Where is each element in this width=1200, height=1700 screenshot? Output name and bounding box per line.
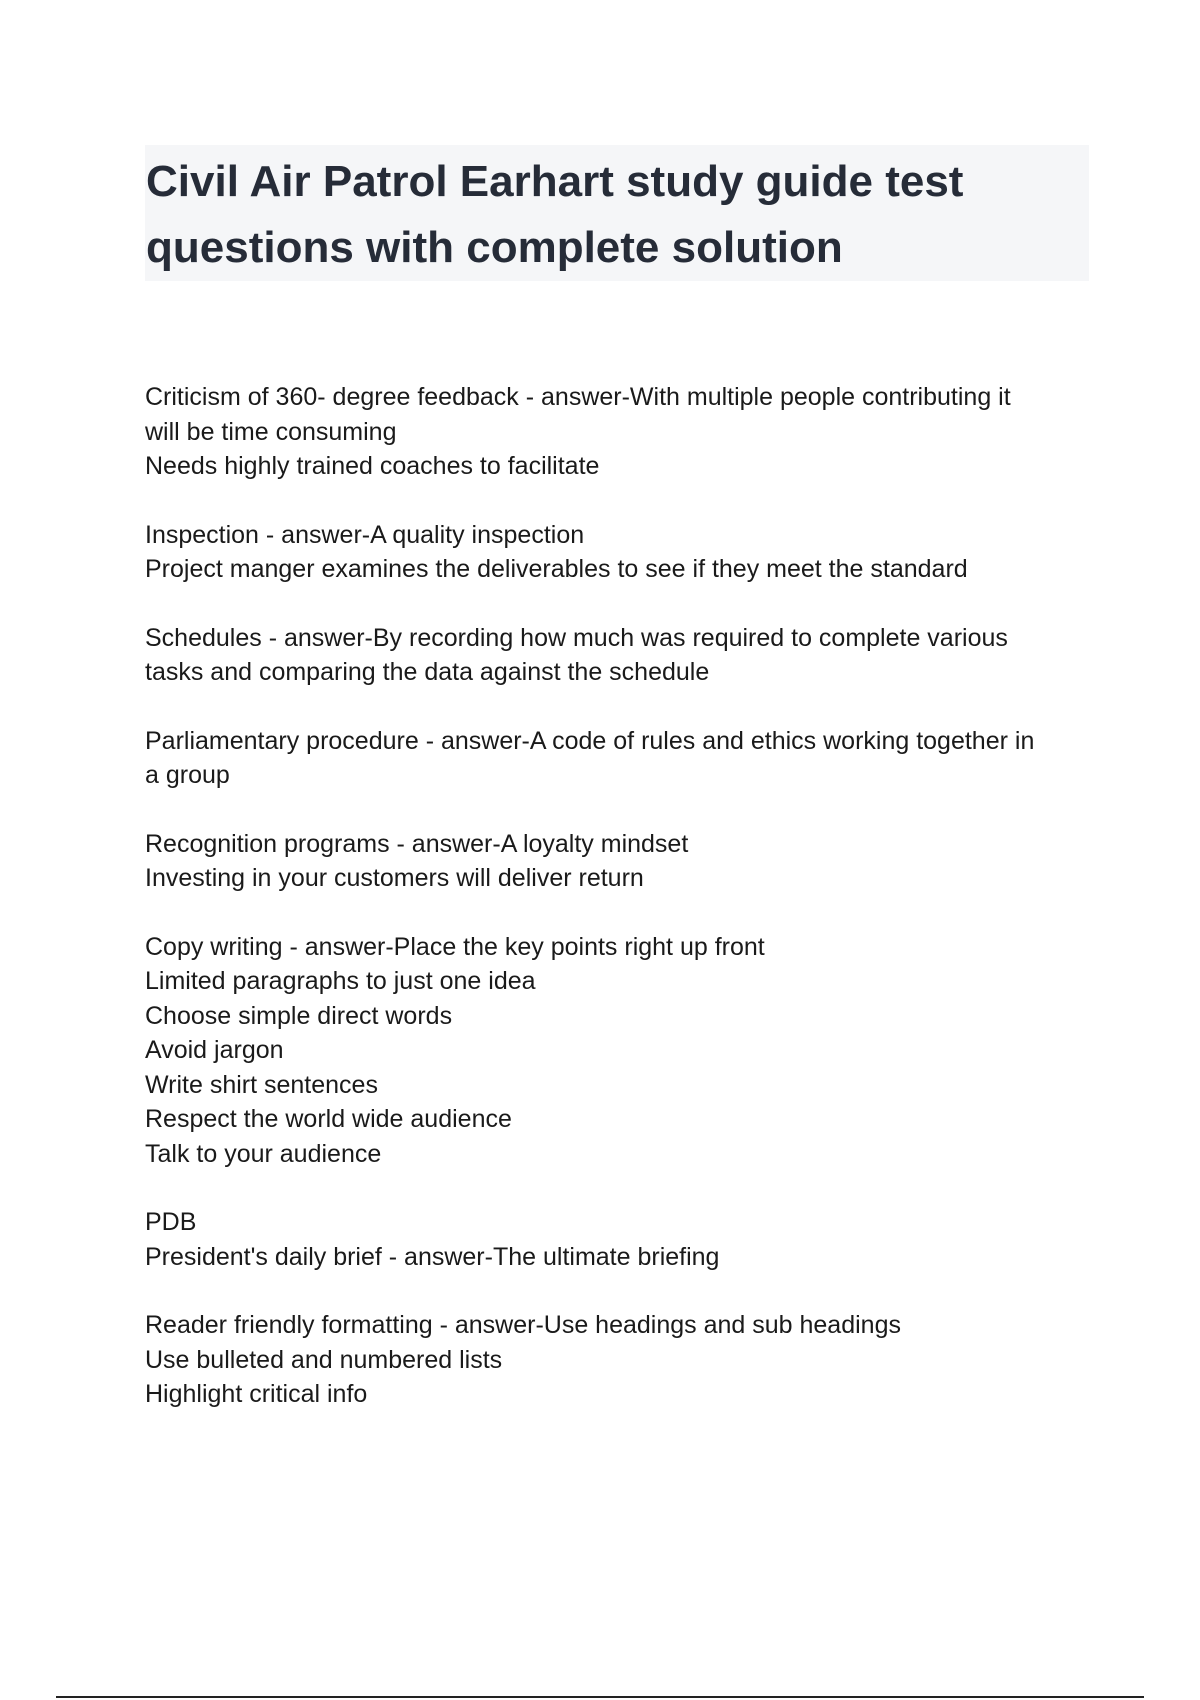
entry-line: Parliamentary procedure - answer-A code of rules and ethics working together in	[145, 726, 1035, 755]
entry-line: Talk to your audience	[145, 1139, 382, 1168]
qa-entry-schedules	[145, 621, 1095, 690]
entry-line: Limited paragraphs to just one idea	[145, 967, 536, 995]
entry-line: Write shirt sentences	[145, 1070, 378, 1099]
qa-entry-reader-friendly-formatting	[145, 1308, 1095, 1412]
document-body	[145, 380, 1095, 1446]
entry-line: Investing in your customers will deliver return	[145, 864, 644, 892]
title-box	[145, 145, 1089, 281]
entry-line: Needs highly trained coaches to facilitate	[145, 452, 600, 480]
entry-line: Respect the world wide audience	[145, 1105, 512, 1133]
entry-line: tasks and comparing the data against the schedule	[145, 658, 710, 686]
title-line-2: questions with complete solution	[146, 223, 843, 272]
entry-line: Highlight critical info	[145, 1380, 368, 1408]
document-title	[146, 149, 1089, 281]
entry-line: Choose simple direct words	[145, 1001, 453, 1030]
entry-line: Copy writing - answer-Place the key points right up front	[145, 932, 765, 961]
qa-entry-pdb	[145, 1205, 1095, 1274]
entry-line: Schedules - answer-By recording how much was required to complete various	[145, 623, 1008, 652]
qa-entry-parliamentary-procedure	[145, 724, 1095, 793]
qa-entry-criticism-360-feedback	[145, 380, 1095, 484]
entry-line: will be time consuming	[145, 417, 397, 446]
qa-entry-copy-writing	[145, 930, 1095, 1172]
entry-line: Project manger examines the deliverables to see if they meet the standard	[145, 555, 968, 583]
entry-line: Reader friendly formatting - answer-Use headings and sub headings	[145, 1311, 901, 1339]
qa-entry-inspection	[145, 518, 1095, 587]
entry-line: Avoid jargon	[145, 1036, 284, 1064]
entry-line: Inspection - answer-A quality inspection	[145, 520, 585, 549]
qa-entry-recognition-programs	[145, 827, 1095, 896]
entry-line: Criticism of 360- degree feedback - answer-With multiple people contributing it	[145, 383, 1011, 411]
footer-divider	[56, 1696, 1144, 1698]
entry-line: Recognition programs - answer-A loyalty mindset	[145, 829, 689, 858]
entry-line: PDB	[145, 1208, 197, 1236]
entry-line: Use bulleted and numbered lists	[145, 1345, 503, 1374]
entry-line: a group	[145, 761, 230, 789]
entry-line: President's daily brief - answer-The ultimate briefing	[145, 1242, 720, 1271]
title-line-1: Civil Air Patrol Earhart study guide test	[146, 157, 964, 206]
